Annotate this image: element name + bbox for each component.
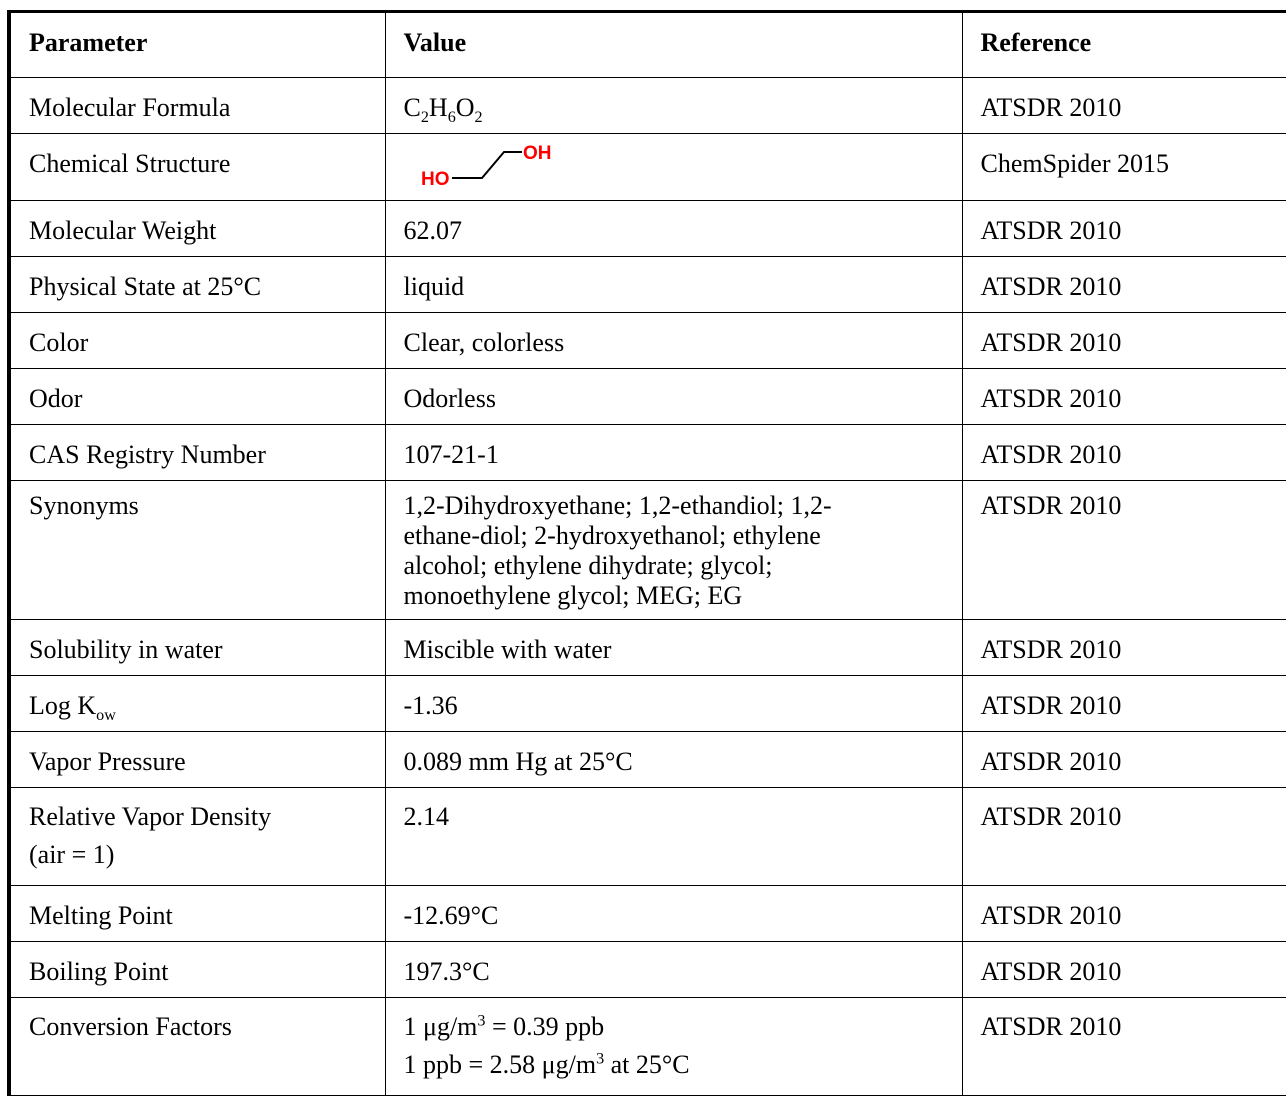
table-row [9,620,1286,676]
row-value: Miscible with water [385,620,962,676]
structure-label-left: HO [420,169,449,189]
row-reference: ATSDR 2010 [962,369,1286,425]
row-reference: ATSDR 2010 [962,886,1286,942]
table-row [9,788,1286,886]
table-row [9,942,1286,998]
row-parameter: Conversion Factors [9,998,385,1096]
row-value: 0.089 mm Hg at 25°C [385,732,962,788]
header-parameter: Parameter [9,12,385,78]
row-parameter: Odor [9,369,385,425]
structure-label-right: OH [522,145,551,164]
row-value: Odorless [385,369,962,425]
row-reference: ChemSpider 2015 [962,134,1286,201]
row-parameter: Molecular Weight [9,201,385,257]
row-parameter: Chemical Structure [9,134,385,201]
row-reference: ATSDR 2010 [962,425,1286,481]
header-row [9,12,1286,78]
table-row [9,369,1286,425]
row-reference: ATSDR 2010 [962,257,1286,313]
row-reference: ATSDR 2010 [962,732,1286,788]
table-row [9,78,1286,134]
row-value: liquid [385,257,962,313]
table-row [9,998,1286,1096]
row-parameter: Synonyms [9,481,385,620]
table-row [9,134,1286,201]
table-row [9,257,1286,313]
synonyms-line: monoethylene glycol; MEG; EG [403,581,743,610]
row-reference: ATSDR 2010 [962,78,1286,134]
row-parameter: Physical State at 25°C [9,257,385,313]
row-value: 107-21-1 [385,425,962,481]
row-reference: ATSDR 2010 [962,998,1286,1096]
table-row [9,201,1286,257]
row-reference: ATSDR 2010 [962,481,1286,620]
header-value: Value [385,12,962,78]
row-value-conversion [385,998,962,1096]
synonyms-line: ethane-diol; 2-hydroxyethanol; ethylene [403,521,821,550]
structure-bond-lines [452,152,522,178]
row-parameter: Boiling Point [9,942,385,998]
clipped-caption-fragment [0,0,1286,10]
conversion-line: 1 $\mu g/m^3 = 0.39$ ppb [403,1012,605,1041]
table-row [9,481,1286,620]
row-value: 2.14 [385,788,962,886]
row-parameter-log-kow: Log $K_{ow}$ [9,676,385,732]
row-value: -12.69°C [385,886,962,942]
synonyms-line: 1,2-Dihydroxyethane; 1,2-ethandiol; 1,2- [403,491,832,520]
conversion-line: 1 ppb = 2.58 $\mu g/m^3$ at 25°C [403,1050,690,1079]
table-row [9,732,1286,788]
row-parameter-two-line: Relative Vapor Density (air = 1) [9,788,385,886]
row-value: Clear, colorless [385,313,962,369]
chemical-structure-diagram [404,145,564,189]
table-row [9,886,1286,942]
row-reference: ATSDR 2010 [962,788,1286,886]
row-value: 62.07 [385,201,962,257]
row-reference: ATSDR 2010 [962,201,1286,257]
header-reference: Reference [962,12,1286,78]
row-parameter: Color [9,313,385,369]
row-value-structure [385,134,962,201]
synonyms-line: alcohol; ethylene dihydrate; glycol; [403,551,773,580]
row-value: 197.3°C [385,942,962,998]
row-parameter: Solubility in water [9,620,385,676]
row-value-synonyms [385,481,962,620]
row-parameter: Vapor Pressure [9,732,385,788]
row-reference: ATSDR 2010 [962,313,1286,369]
table-row [9,676,1286,732]
row-parameter: CAS Registry Number [9,425,385,481]
properties-table [7,10,1286,1096]
row-value-formula: $C_2H_6O_2$ [385,78,962,134]
row-reference: ATSDR 2010 [962,620,1286,676]
row-reference: ATSDR 2010 [962,942,1286,998]
table-row [9,313,1286,369]
row-reference: ATSDR 2010 [962,676,1286,732]
row-parameter: Molecular Formula [9,78,385,134]
row-value: -1.36 [385,676,962,732]
row-parameter: Melting Point [9,886,385,942]
table-row [9,425,1286,481]
